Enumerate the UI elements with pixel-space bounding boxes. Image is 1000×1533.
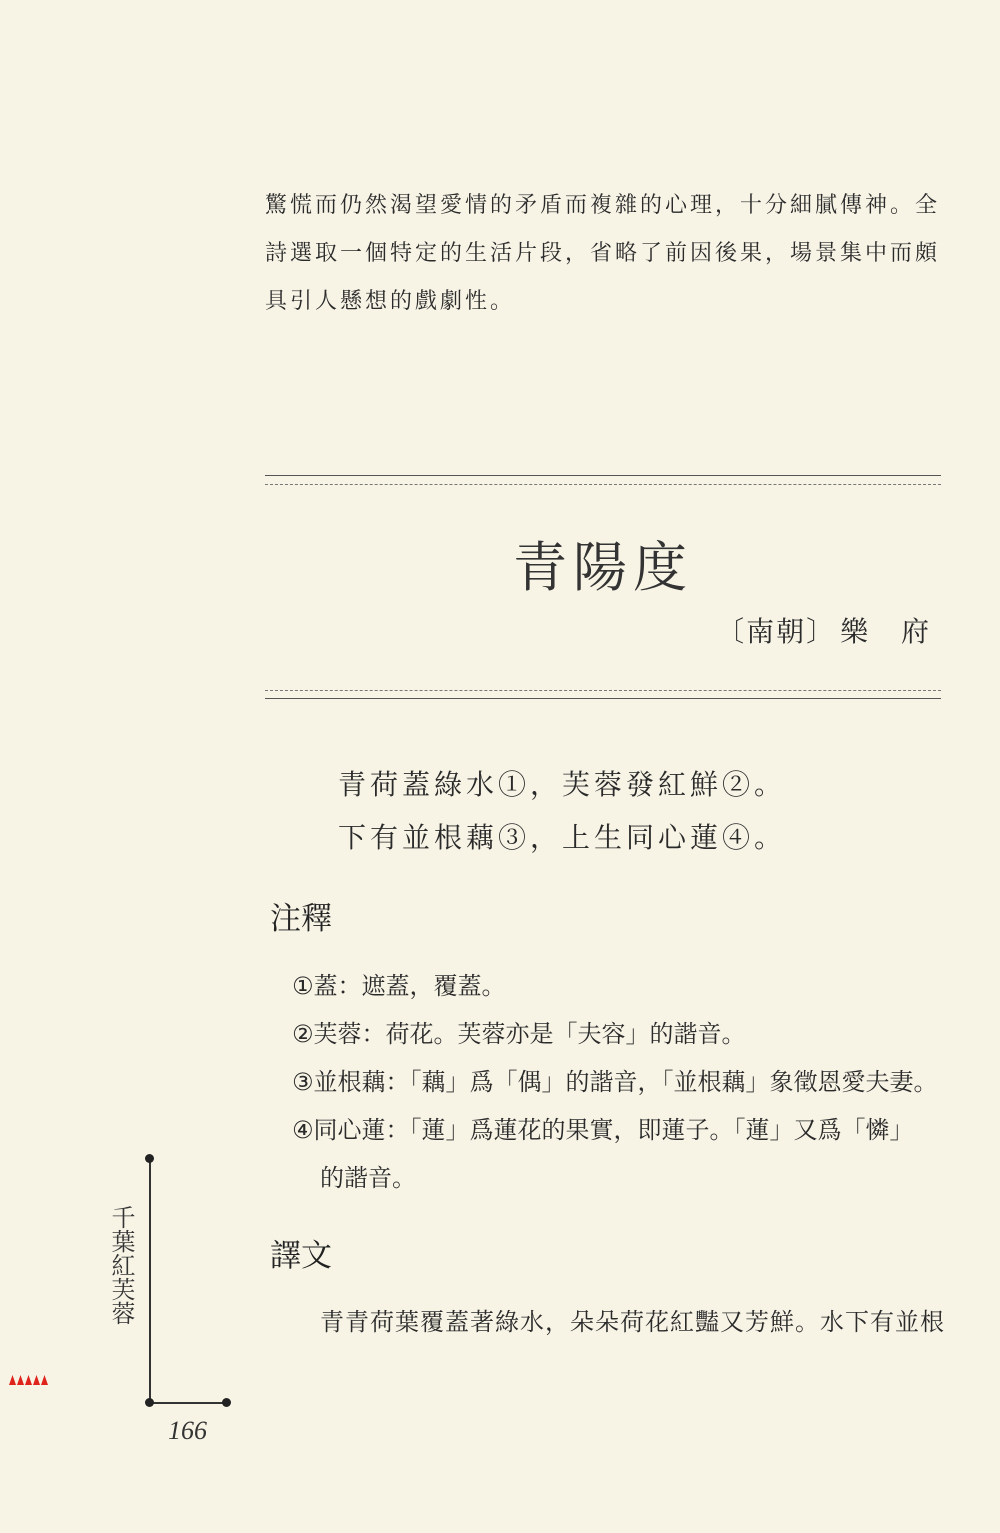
translation-heading: 譯文: [270, 1238, 332, 1274]
poem-line-2: 下有並根藕③，上生同心蓮④。: [338, 821, 787, 854]
title-rule-top-solid: [265, 475, 941, 476]
poem-title: 青陽度: [513, 536, 693, 599]
intro-line-3: 具引人懸想的戲劇性。: [265, 289, 516, 314]
poem-line-1: 青荷蓋綠水①，芙蓉發紅鮮②。: [338, 768, 787, 801]
note-item-1: ①蓋：遮蓋，覆蓋。: [292, 972, 506, 1000]
running-book-title: 千葉紅芙蓉: [107, 1205, 135, 1325]
intro-line-2: 詩選取一個特定的生活片段，省略了前因後果，場景集中而頗: [265, 241, 941, 266]
note-item-4: ④同心蓮：「蓮」爲蓮花的果實，即蓮子。「蓮」又爲「憐」: [292, 1116, 914, 1144]
margin-horizontal-line: [149, 1402, 227, 1404]
author-dynasty: 〔南朝〕: [716, 615, 837, 648]
note-item-4-continuation: 的諧音。: [320, 1164, 416, 1192]
margin-vertical-line: [149, 1158, 151, 1404]
note-item-3: ③並根藕：「藕」爲「偶」的諧音，「並根藕」象徵恩愛夫妻。: [292, 1068, 938, 1096]
margin-dot-top: [145, 1154, 154, 1163]
poem-author: [716, 610, 941, 650]
decorative-ornament-icon: [8, 1373, 48, 1387]
ornament-triangle: [9, 1375, 16, 1385]
notes-list: [292, 962, 947, 1202]
ornament-triangle: [25, 1375, 32, 1385]
notes-heading: 注釋: [270, 901, 332, 937]
intro-paragraph: [265, 182, 945, 326]
margin-dot-corner: [145, 1398, 154, 1407]
margin-dot-right: [222, 1398, 231, 1407]
page-number: 166: [168, 1416, 207, 1445]
ornament-triangle: [33, 1375, 40, 1385]
title-rule-bottom-dashed: [265, 690, 941, 691]
translation-text: 青青荷葉覆蓋著綠水，朵朵荷花紅豔又芳鮮。水下有並根: [320, 1308, 945, 1336]
title-rule-top-dashed: [265, 484, 941, 485]
ornament-triangle: [17, 1375, 24, 1385]
poem-body: [338, 758, 786, 864]
note-item-2: ②芙蓉：荷花。芙蓉亦是「夫容」的諧音。: [292, 1020, 746, 1048]
title-rule-bottom-solid: [265, 698, 941, 699]
ornament-triangle: [41, 1375, 48, 1385]
intro-line-1: 驚慌而仍然渴望愛情的矛盾而複雜的心理，十分細膩傳神。全: [265, 193, 941, 218]
author-name: 樂 府: [840, 615, 941, 648]
